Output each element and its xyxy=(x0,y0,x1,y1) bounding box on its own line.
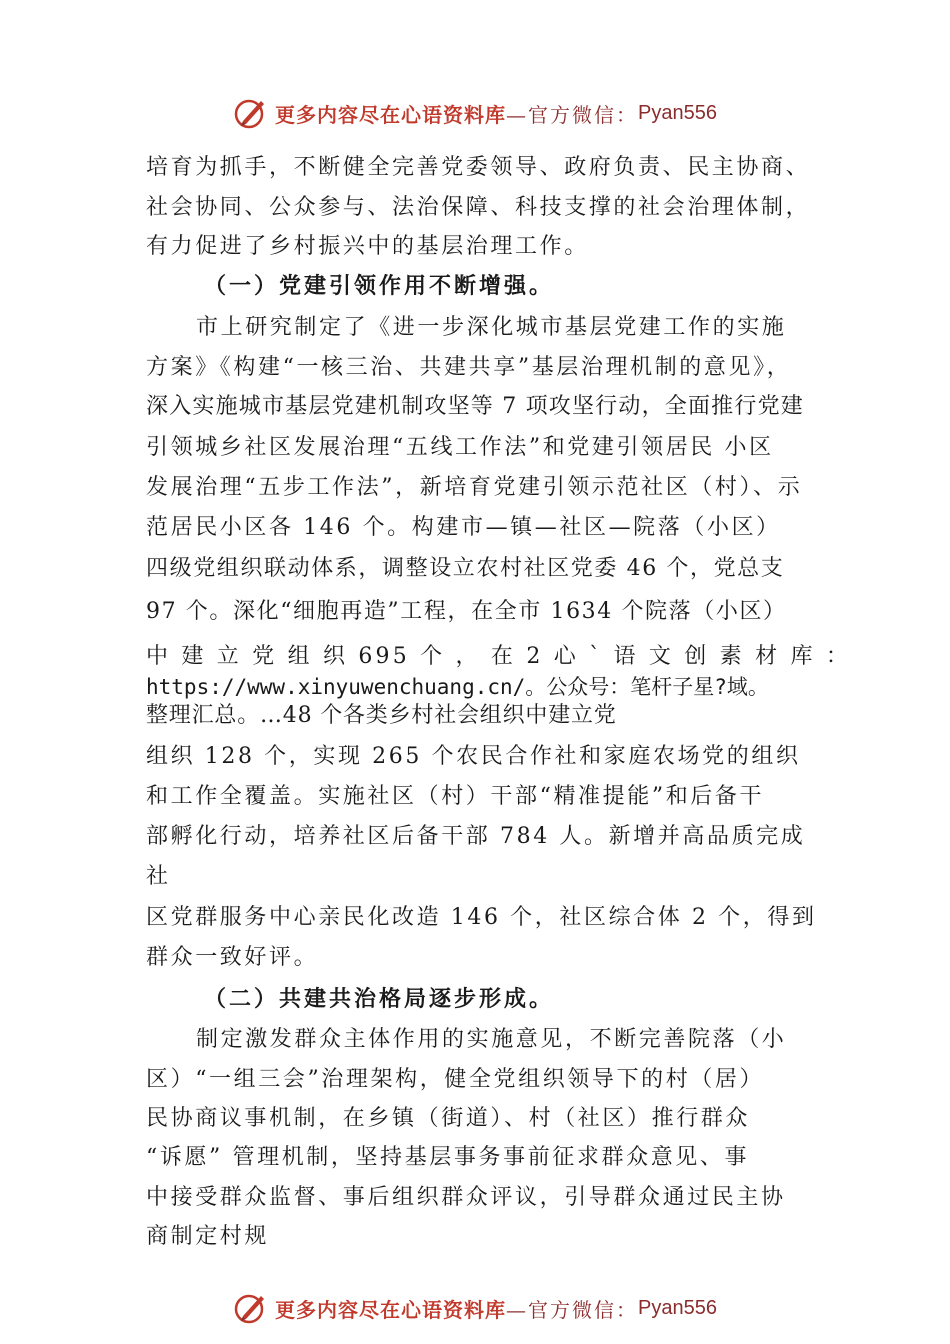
body-line: 有力促进了乡村振兴中的基层治理工作。 xyxy=(146,234,589,259)
body-line: 范居民小区各 146 个。构建市—镇—社区—院落（小区） xyxy=(146,515,781,540)
header-wechat-id: Pyan556 xyxy=(638,101,717,124)
body-line: 市上研究制定了《进一步深化城市基层党建工作的实施 xyxy=(196,315,787,340)
body-line: 培育为抓手，不断健全完善党委领导、政府负责、民主协商、 xyxy=(146,155,811,180)
header-text xyxy=(275,99,717,128)
header-brand: 更多内容尽在心语资料库 xyxy=(275,102,507,127)
body-line: 深入实施城市基层党建机制攻坚等 7 项攻坚行动，全面推行党建 xyxy=(146,394,804,419)
pen-logo-icon xyxy=(233,1290,269,1326)
section-heading-1: （一）党建引领作用不断增强。 xyxy=(204,273,555,299)
body-line: 97 个。深化“细胞再造”工程，在全市 1634 个院落（小区） xyxy=(146,599,787,624)
pen-logo-icon xyxy=(233,95,269,131)
body-line: 区党群服务中心亲民化改造 146 个，社区综合体 2 个，得到 xyxy=(146,905,817,930)
body-line: 群众一致好评。 xyxy=(146,945,319,970)
page-header-watermark xyxy=(0,93,950,133)
body-line: 中接受群众监督、事后组织群众评议，引导群众通过民主协 xyxy=(146,1185,786,1210)
body-line: 部孵化行动，培养社区后备干部 784 人。新增并高品质完成 xyxy=(146,824,806,849)
body-line: 和工作全覆盖。实施社区（村）干部“精准提能”和后备干 xyxy=(146,784,765,809)
header-official: —官方微信： xyxy=(506,102,639,127)
page-footer-watermark xyxy=(0,1288,950,1328)
body-line: 整理汇总。…48 个各类乡村社会组织中建立党 xyxy=(146,703,617,728)
body-line: 发展治理“五步工作法”，新培育党建引领示范社区（村）、示 xyxy=(146,475,803,500)
body-line-url: https://www.xinyuwenchuang.cn/。公众号：笔杆子星?域。 xyxy=(146,675,769,699)
body-line: 制定激发群众主体作用的实施意见，不断完善院落（小 xyxy=(196,1027,787,1052)
body-line: 引领城乡社区发展治理“五线工作法”和党建引领居民 小区 xyxy=(146,435,774,460)
footer-official: —官方微信： xyxy=(506,1297,639,1322)
body-line: 商制定村规 xyxy=(146,1224,270,1249)
footer-text xyxy=(275,1294,717,1323)
body-line: “诉愿” 管理机制，坚持基层事务事前征求群众意见、事 xyxy=(146,1145,750,1170)
body-line: 组织 128 个，实现 265 个农民合作社和家庭农场党的组织 xyxy=(146,744,801,769)
footer-wechat-id: Pyan556 xyxy=(638,1296,717,1319)
footer-brand: 更多内容尽在心语资料库 xyxy=(275,1297,507,1322)
section-heading-2: （二）共建共治格局逐步形成。 xyxy=(204,986,555,1012)
body-line: 四级党组织联动体系，调整设立农村社区党委 46 个，党总支 xyxy=(146,556,785,581)
body-line: 社会协同、公众参与、法治保障、科技支撑的社会治理体制， xyxy=(146,195,811,220)
body-line: 区）“一组三会”治理架构，健全党组织领导下的村（居） xyxy=(146,1067,765,1092)
body-line: 方案》《构建“一核三治、共建共享”基层治理机制的意见》， xyxy=(146,355,792,380)
body-line: 社 xyxy=(146,864,171,889)
body-line: 民协商议事机制，在乡镇（街道）、村（社区）推行群众 xyxy=(146,1106,751,1131)
body-line: 中 建 立 党 组 织 695 个 ， 在 2 心 ` 语 文 创 素 材 库 ： xyxy=(146,644,852,669)
